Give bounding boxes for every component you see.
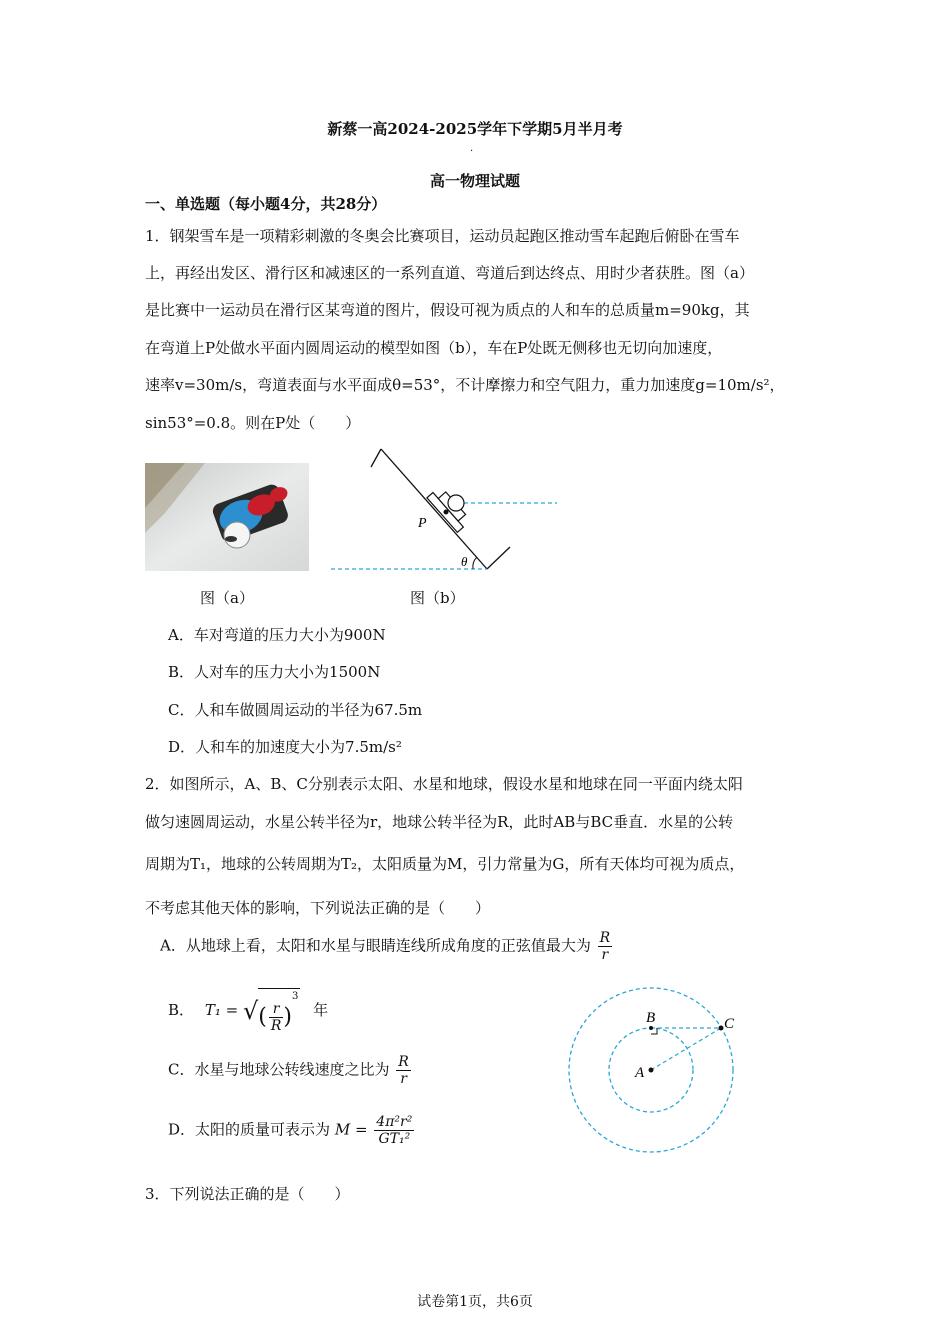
figure-a-caption: 图（a）: [200, 589, 254, 607]
label-c: C: [724, 1016, 735, 1032]
q2-line-2: 做匀速圆周运动，水星公转半径为r，地球公转半径为R，此时AB与BC垂直．水星的公转: [145, 813, 734, 831]
q2-option-c-num: R: [398, 1054, 409, 1070]
q2-option-d-num: 4π²r²: [376, 1114, 413, 1130]
q1-line-4: 在弯道上P处做水平面内圆周运动的模型如图（b），车在P处既无侧移也无切向加速度，: [145, 339, 723, 357]
orbit-diagram: [560, 980, 750, 1160]
q2-option-c-text: C．水星与地球公转线速度之比为: [168, 1060, 390, 1079]
q2-line-4: 不考虑其他天体的影响，下列说法正确的是（ ）: [145, 899, 491, 917]
q2-option-b-exp: 3: [291, 991, 299, 1002]
slope-line: [381, 449, 487, 569]
q1-option-a: A．车对弯道的压力大小为900N: [168, 626, 386, 644]
figure-b-diagram: [325, 445, 565, 575]
q2-option-d-text: D．太阳的质量可表示为: [168, 1120, 331, 1139]
q2-option-a-num: R: [599, 930, 611, 946]
q2-option-b-den: R: [270, 1017, 282, 1034]
q3-text: 3．下列说法正确的是（ ）: [145, 1185, 350, 1203]
q2-option-a: [160, 930, 612, 963]
q1-option-d: D．人和车的加速度大小为7.5m/s²: [168, 738, 402, 756]
q2-option-c-den: r: [400, 1071, 407, 1087]
point-p-marker: [444, 510, 449, 515]
q2-option-b-fraction: [269, 1001, 284, 1034]
label-a: A: [635, 1065, 645, 1081]
q2-option-b-num: r: [269, 1001, 284, 1018]
q1-line-2: 上，再经出发区、滑行区和减速区的一系列直道、弯道后到达终点、用时少者获胜。图（a）: [145, 264, 754, 282]
q2-option-d-lhs: M =: [334, 1120, 368, 1139]
q2-option-c: [168, 1054, 411, 1087]
q2-option-d-fraction: [374, 1114, 414, 1147]
earth-point: [719, 1026, 724, 1031]
q2-option-d: [168, 1114, 414, 1147]
q1-line-3: 是比赛中一运动员在滑行区某弯道的图片，假设可视为质点的人和车的总质量m=90kg，其: [145, 301, 750, 319]
exam-subtitle: 高一物理试题: [429, 172, 520, 190]
q2-option-b: [168, 988, 328, 1034]
exam-title: 新蔡一高2024-2025学年下学期5月半月考: [327, 120, 623, 138]
q2-line-3: 周期为T₁，地球的公转周期为T₂，太阳质量为M，引力常量为G，所有天体均可视为质点，: [145, 855, 745, 873]
q2-option-a-fraction: [598, 930, 613, 963]
slope-top-edge: [371, 449, 381, 467]
title-dot: ·: [470, 146, 474, 157]
figure-b-caption: 图（b）: [410, 589, 465, 607]
line-ac: [651, 1028, 721, 1070]
q2-option-d-den: GT₁²: [378, 1131, 411, 1147]
q2-line-1: 2．如图所示，A、B、C分别表示太阳、水星和地球，假设水星和地球在同一平面内绕太阳: [145, 775, 743, 793]
slope-bottom-edge: [487, 547, 510, 569]
q2-option-b-prefix: B．: [168, 1000, 195, 1019]
label-p: P: [418, 516, 427, 531]
athlete-head: [448, 495, 464, 511]
page-footer: 试卷第1页，共6页: [417, 1294, 533, 1310]
figure-a-photo: [145, 463, 309, 571]
sun-point: [649, 1068, 654, 1073]
mercury-point: [649, 1026, 653, 1030]
label-b: B: [646, 1010, 656, 1026]
q2-option-a-den: r: [601, 947, 609, 963]
q2-option-b-unit: 年: [313, 1000, 329, 1019]
q2-option-a-text: A．从地球上看，太阳和水星与眼睛连线所成角度的正弦值最大为: [160, 936, 591, 955]
q1-line-5: 速率v=30m/s，弯道表面与水平面成θ=53°，不计摩擦力和空气阻力，重力加速度g=10m/s²，: [145, 376, 785, 394]
paren-close: ): [283, 1004, 292, 1030]
sqrt-symbol: √: [242, 996, 259, 1025]
q1-option-b: B．人对车的压力大小为1500N: [168, 663, 381, 681]
paren-open: (: [258, 1004, 267, 1030]
label-theta: θ: [461, 554, 468, 569]
q1-line-1: 1．钢架雪车是一项精彩刺激的冬奥会比赛项目，运动员起跑区推动雪车起跑后俯卧在雪车: [145, 227, 740, 245]
q2-option-c-fraction: [396, 1054, 411, 1087]
q1-option-c: C．人和车做圆周运动的半径为67.5m: [168, 701, 423, 719]
q2-option-b-lhs: T₁ =: [204, 1000, 239, 1019]
q1-line-6: sin53°=0.8。则在P处（ ）: [145, 414, 361, 432]
section-heading: 一、单选题（每小题4分，共28分）: [145, 195, 387, 213]
